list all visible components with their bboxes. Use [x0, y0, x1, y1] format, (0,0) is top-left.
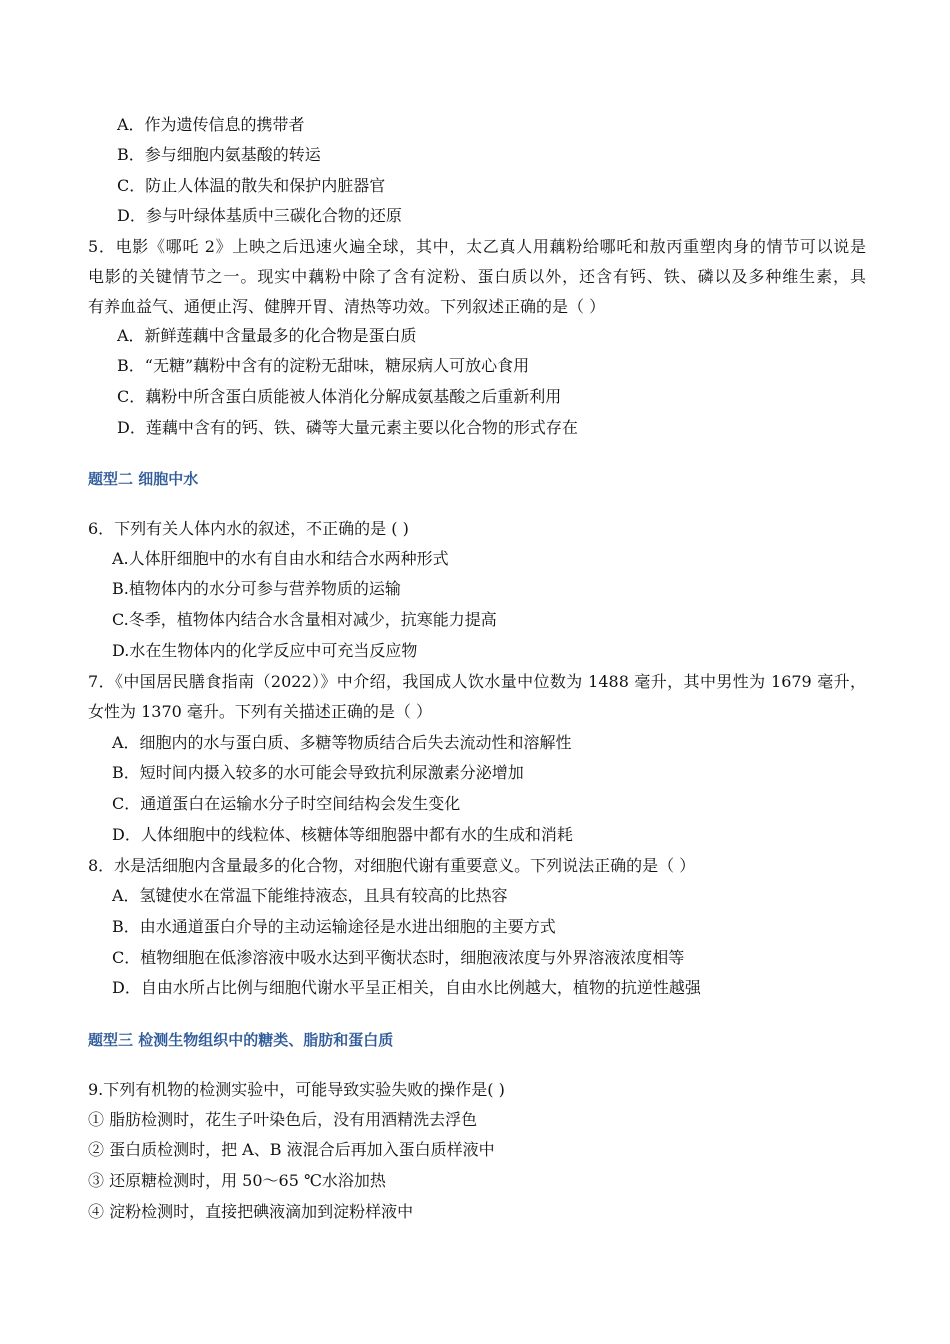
q8-option-a: A．氢键使水在常温下能维持液态，且具有较高的比热容 [112, 886, 508, 905]
q4-option-b: B．参与细胞内氨基酸的转运 [117, 145, 321, 164]
q4-option-a: A．作为遗传信息的携带者 [117, 115, 305, 134]
section-heading-3: 题型三 检测生物组织中的糖类、脂肪和蛋白质 [88, 1031, 394, 1049]
q7-option-d: D．人体细胞中的线粒体、核糖体等细胞器中都有水的生成和消耗 [112, 825, 573, 844]
q7-option-a: A．细胞内的水与蛋白质、多糖等物质结合后失去流动性和溶解性 [112, 733, 572, 752]
q8-option-b: B．由水通道蛋白介导的主动运输途径是水进出细胞的主要方式 [112, 917, 556, 936]
q5-option-c: C．藕粉中所含蛋白质能被人体消化分解成氨基酸之后重新利用 [117, 387, 562, 406]
q5-stem-line-3: 有养血益气、通便止泻、健脾开胃、清热等功效。下列叙述正确的是（ ） [88, 297, 606, 316]
q5-option-b: B．“无糖”藕粉中含有的淀粉无甜味，糖尿病人可放心食用 [117, 356, 530, 375]
q5-stem-line-1: 5．电影《哪吒 2》上映之后迅速火遍全球，其中，太乙真人用藕粉给哪吒和敖丙重塑肉身的情节可以说是 [88, 237, 866, 256]
q9-stem: 9.下列有机物的检测实验中，可能导致实验失败的操作是( ) [88, 1080, 505, 1099]
q5-stem-line-2: 电影的关键情节之一。现实中藕粉中除了含有淀粉、蛋白质以外，还含有钙、铁、磷以及多种维生素，具 [88, 267, 866, 286]
q8-option-d: D．自由水所占比例与细胞代谢水平呈正相关，自由水比例越大，植物的抗逆性越强 [112, 978, 701, 997]
q9-item-1: ① 脂肪检测时，花生子叶染色后，没有用酒精洗去浮色 [88, 1110, 478, 1129]
q8-stem: 8．水是活细胞内含量最多的化合物，对细胞代谢有重要意义。下列说法正确的是（ ） [88, 856, 696, 875]
q6-option-c: C.冬季，植物体内结合水含量相对减少，抗寒能力提高 [112, 610, 497, 629]
q4-option-c: C．防止人体温的散失和保护内脏器官 [117, 176, 386, 195]
q6-option-d: D.水在生物体内的化学反应中可充当反应物 [112, 641, 418, 660]
q6-stem: 6．下列有关人体内水的叙述，不正确的是 ( ) [88, 519, 409, 538]
q6-option-b: B.植物体内的水分可参与营养物质的运输 [112, 579, 401, 598]
q9-item-4: ④ 淀粉检测时，直接把碘液滴加到淀粉样液中 [88, 1202, 414, 1221]
q7-stem-line-1: 7．《中国居民膳食指南（2022）》中介绍，我国成人饮水量中位数为 1488 毫升，其中男性为 1679 毫升， [88, 672, 866, 691]
q5-option-d: D．莲藕中含有的钙、铁、磷等大量元素主要以化合物的形式存在 [117, 418, 578, 437]
q9-item-3: ③ 还原糖检测时，用 50～65 ℃水浴加热 [88, 1171, 386, 1190]
q6-option-a: A.人体肝细胞中的水有自由水和结合水两种形式 [112, 549, 449, 568]
q7-stem-line-2: 女性为 1370 毫升。下列有关描述正确的是（ ） [88, 702, 432, 721]
q8-option-c: C．植物细胞在低渗溶液中吸水达到平衡状态时，细胞液浓度与外界溶液浓度相等 [112, 948, 685, 967]
section-heading-2: 题型二 细胞中水 [88, 470, 199, 488]
q9-item-2: ② 蛋白质检测时，把 A、B 液混合后再加入蛋白质样液中 [88, 1140, 495, 1159]
q7-option-c: C．通道蛋白在运输水分子时空间结构会发生变化 [112, 794, 461, 813]
q7-option-b: B．短时间内摄入较多的水可能会导致抗利尿激素分泌增加 [112, 763, 524, 782]
q5-option-a: A．新鲜莲藕中含量最多的化合物是蛋白质 [117, 326, 417, 345]
q4-option-d: D．参与叶绿体基质中三碳化合物的还原 [117, 206, 402, 225]
